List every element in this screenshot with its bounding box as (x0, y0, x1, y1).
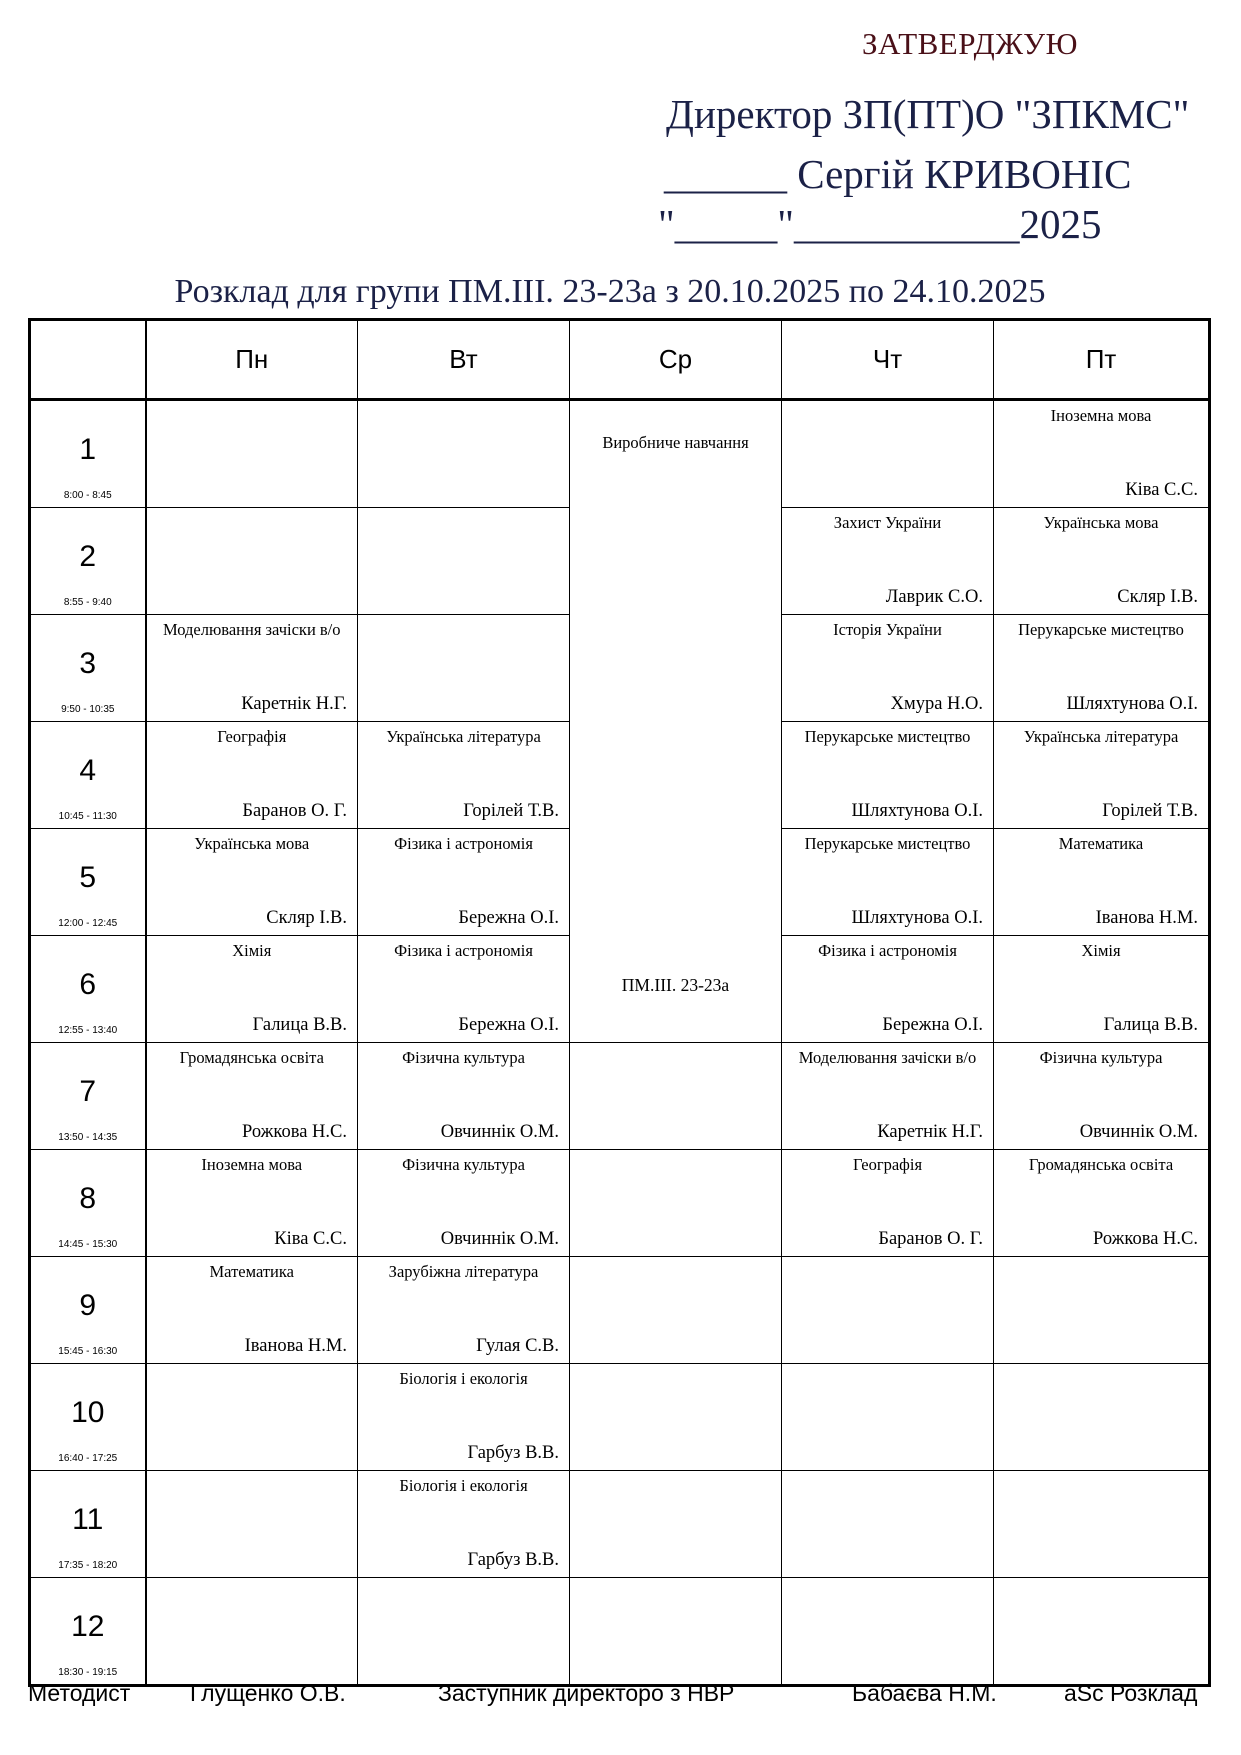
lesson-cell (570, 1257, 782, 1364)
lesson-number: 11 (72, 1503, 104, 1536)
lesson-number: 4 (79, 754, 97, 787)
lesson-cell (782, 615, 994, 722)
teacher-name: Галица В.В. (252, 1015, 347, 1035)
lesson-cell (570, 1471, 782, 1578)
deputy-name: Бабаєва Н.М. (852, 1680, 997, 1706)
subject-name: Фізична культура (402, 1155, 525, 1174)
page-title: Розклад для групи ПМ.ІІІ. 23-23а з 20.10.2025 по 24.10.2025 (174, 273, 1046, 310)
lesson-cell (146, 1043, 358, 1150)
lesson-cell (146, 1150, 358, 1257)
lesson-time: 9:50 - 10:35 (61, 704, 115, 715)
practice-group: ПМ.ІІІ. 23-23а (621, 975, 730, 995)
schedule-table (28, 318, 1211, 1687)
lesson-cell (146, 615, 358, 722)
lesson-time: 12:00 - 12:45 (58, 918, 118, 929)
lesson-cell (146, 1364, 358, 1471)
lesson-cell (358, 1257, 570, 1364)
lesson-row (30, 1257, 1210, 1364)
practice-subject: Виробниче навчання (602, 433, 749, 452)
lesson-time: 12:55 - 13:40 (58, 1025, 118, 1036)
subject-name: Біологія і екологія (399, 1476, 528, 1495)
teacher-name: Іванова Н.М. (244, 1336, 347, 1356)
teacher-name: Хмура Н.О. (890, 694, 983, 714)
lesson-cell (994, 615, 1210, 722)
lesson-cell (782, 1578, 994, 1686)
lesson-cell (994, 1043, 1210, 1150)
methodist-name: Глущенко О.В. (190, 1680, 346, 1706)
subject-name: Фізична культура (1039, 1048, 1163, 1067)
lesson-number-cell (30, 1257, 146, 1364)
subject-name: Географія (217, 727, 287, 746)
teacher-name: Гулая С.В. (476, 1336, 559, 1356)
lesson-cell (358, 508, 570, 615)
teacher-name: Рожкова Н.С. (1093, 1229, 1198, 1249)
lesson-number: 10 (71, 1396, 105, 1429)
lesson-row (30, 1471, 1210, 1578)
teacher-name: Овчиннік О.М. (1079, 1122, 1198, 1142)
lesson-cell (994, 1257, 1210, 1364)
teacher-name: Скляр І.В. (266, 908, 347, 928)
lesson-row (30, 400, 1210, 508)
teacher-name: Ківа С.С. (1125, 480, 1198, 500)
lesson-cell (358, 1471, 570, 1578)
subject-name: Перукарське мистецтво (804, 727, 971, 746)
lesson-cell (146, 508, 358, 615)
lesson-number: 9 (79, 1289, 97, 1322)
lesson-cell (358, 1150, 570, 1257)
subject-name: Іноземна мова (1050, 406, 1152, 425)
lesson-cell (782, 508, 994, 615)
lesson-cell (782, 400, 994, 508)
methodist-label: Методист (28, 1680, 131, 1706)
subject-name: Перукарське мистецтво (1018, 620, 1184, 639)
teacher-name: Ківа С.С. (274, 1229, 347, 1249)
lesson-time: 15:45 - 16:30 (58, 1346, 118, 1357)
subject-name: Іноземна мова (201, 1155, 303, 1174)
subject-name: Хімія (232, 941, 272, 960)
lesson-cell (358, 722, 570, 829)
subject-name: Українська мова (1043, 513, 1159, 532)
lesson-time: 10:45 - 11:30 (58, 811, 117, 822)
teacher-name: Каретнік Н.Г. (241, 694, 347, 714)
subject-name: Моделювання зачіски в/о (162, 620, 341, 639)
wednesday-practice-block (570, 400, 782, 1043)
lesson-cell (358, 1578, 570, 1686)
lesson-cell (782, 722, 994, 829)
director-signature-line: ______ Сергій КРИВОНІС (664, 151, 1132, 197)
lesson-number: 8 (79, 1182, 97, 1215)
teacher-name: Бережна О.І. (458, 1015, 559, 1035)
lesson-cell (146, 1257, 358, 1364)
teacher-name: Горілей Т.В. (1102, 801, 1198, 821)
lesson-number: 7 (79, 1075, 97, 1108)
lesson-cell (782, 1471, 994, 1578)
lesson-time: 14:45 - 15:30 (58, 1239, 118, 1250)
lesson-number: 6 (79, 968, 97, 1001)
lesson-cell (994, 400, 1210, 508)
subject-name: Математика (209, 1262, 294, 1281)
lesson-cell (358, 936, 570, 1043)
subject-name: Захист України (833, 513, 942, 532)
lesson-number: 3 (79, 647, 97, 680)
lesson-number-cell (30, 722, 146, 829)
lesson-cell (994, 829, 1210, 936)
lesson-number-cell (30, 829, 146, 936)
lesson-cell (146, 829, 358, 936)
subject-name: Фізика і астрономія (394, 834, 533, 853)
subject-name: Перукарське мистецтво (804, 834, 971, 853)
teacher-name: Баранов О. Г. (242, 801, 347, 821)
subject-name: Моделювання зачіски в/о (798, 1048, 977, 1067)
teacher-name: Шляхтунова О.І. (851, 908, 983, 928)
lesson-row (30, 1150, 1210, 1257)
lesson-cell (570, 1043, 782, 1150)
lesson-cell (358, 1364, 570, 1471)
lesson-cell (782, 936, 994, 1043)
lesson-number-cell (30, 1578, 146, 1686)
lesson-cell (358, 400, 570, 508)
lesson-cell (782, 1257, 994, 1364)
lesson-number-cell (30, 936, 146, 1043)
lesson-cell (358, 615, 570, 722)
lesson-cell (146, 936, 358, 1043)
day-header: Вт (358, 320, 570, 400)
lesson-cell (570, 1578, 782, 1686)
lesson-row (30, 1364, 1210, 1471)
approval-date-line: "_____"___________2025 (658, 201, 1102, 247)
lesson-number-cell (30, 615, 146, 722)
subject-name: Фізика і астрономія (818, 941, 957, 960)
teacher-name: Каретнік Н.Г. (877, 1122, 983, 1142)
lesson-cell (994, 1150, 1210, 1257)
lesson-cell (782, 1150, 994, 1257)
lesson-time: 16:40 - 17:25 (58, 1453, 118, 1464)
teacher-name: Овчиннік О.М. (440, 1229, 559, 1249)
day-header-row (30, 320, 1210, 400)
lesson-cell (146, 400, 358, 508)
subject-name: Хімія (1081, 941, 1121, 960)
subject-name: Історія України (833, 620, 942, 639)
teacher-name: Гарбуз В.В. (467, 1443, 559, 1463)
teacher-name: Бережна О.І. (882, 1015, 983, 1035)
lesson-cell (146, 1578, 358, 1686)
subject-name: Українська література (386, 727, 541, 746)
lesson-row (30, 1043, 1210, 1150)
lesson-cell (570, 1150, 782, 1257)
deputy-label: Заступник директоро з НВР (438, 1680, 735, 1706)
teacher-name: Лаврик С.О. (885, 587, 983, 607)
lesson-cell (782, 1043, 994, 1150)
lesson-cell (994, 936, 1210, 1043)
lesson-number: 1 (79, 433, 97, 466)
subject-name: Біологія і екологія (399, 1369, 528, 1388)
subject-name: Фізика і астрономія (394, 941, 533, 960)
teacher-name: Горілей Т.В. (463, 801, 559, 821)
director-title: Директор ЗП(ПТ)О "ЗПКМС" (666, 91, 1190, 137)
subject-name: Математика (1058, 834, 1144, 853)
lesson-time: 13:50 - 14:35 (58, 1132, 118, 1143)
subject-name: Громадянська освіта (1028, 1155, 1174, 1174)
lesson-cell (782, 829, 994, 936)
day-header: Пт (994, 320, 1210, 400)
corner-cell (30, 320, 146, 400)
teacher-name: Бережна О.І. (458, 908, 559, 928)
teacher-name: Іванова Н.М. (1095, 908, 1198, 928)
teacher-name: Баранов О. Г. (878, 1229, 983, 1249)
lesson-number-cell (30, 1150, 146, 1257)
software-credit: aSc Розклад (1064, 1680, 1198, 1706)
teacher-name: Рожкова Н.С. (242, 1122, 347, 1142)
lesson-cell (570, 1364, 782, 1471)
lesson-cell (146, 722, 358, 829)
lesson-number-cell (30, 1043, 146, 1150)
lesson-number: 5 (79, 861, 97, 894)
lesson-number-cell (30, 1364, 146, 1471)
lesson-number-cell (30, 1471, 146, 1578)
subject-name: Географія (852, 1155, 923, 1174)
teacher-name: Овчиннік О.М. (440, 1122, 559, 1142)
day-header: Пн (146, 320, 358, 400)
day-header: Чт (782, 320, 994, 400)
lesson-cell (146, 1471, 358, 1578)
teacher-name: Шляхтунова О.І. (851, 801, 983, 821)
teacher-name: Шляхтунова О.І. (1066, 694, 1198, 714)
lesson-cell (994, 722, 1210, 829)
lesson-time: 18:30 - 19:15 (58, 1667, 118, 1678)
subject-name: Українська література (1023, 727, 1179, 746)
lesson-number: 12 (71, 1610, 105, 1643)
lesson-cell (994, 508, 1210, 615)
subject-name: Громадянська освіта (179, 1048, 324, 1067)
lesson-cell (358, 1043, 570, 1150)
lesson-row (30, 1578, 1210, 1686)
teacher-name: Скляр І.В. (1117, 587, 1198, 607)
teacher-name: Галица В.В. (1103, 1015, 1198, 1035)
subject-name: Українська мова (194, 834, 310, 853)
subject-name: Зарубіжна література (388, 1262, 539, 1281)
subject-name: Фізична культура (402, 1048, 525, 1067)
day-header: Ср (570, 320, 782, 400)
lesson-cell (994, 1471, 1210, 1578)
lesson-cell (358, 829, 570, 936)
lesson-number-cell (30, 508, 146, 615)
lesson-time: 8:00 - 8:45 (63, 490, 112, 501)
lesson-number-cell (30, 400, 146, 508)
lesson-cell (782, 1364, 994, 1471)
lesson-cell (994, 1364, 1210, 1471)
schedule-body (30, 400, 1210, 1686)
approval-stamp: ЗАТВЕРДЖУЮ (862, 26, 1078, 61)
lesson-time: 17:35 - 18:20 (58, 1560, 118, 1571)
teacher-name: Гарбуз В.В. (467, 1550, 559, 1570)
lesson-cell (994, 1578, 1210, 1686)
lesson-number: 2 (79, 540, 97, 573)
lesson-time: 8:55 - 9:40 (63, 597, 112, 608)
